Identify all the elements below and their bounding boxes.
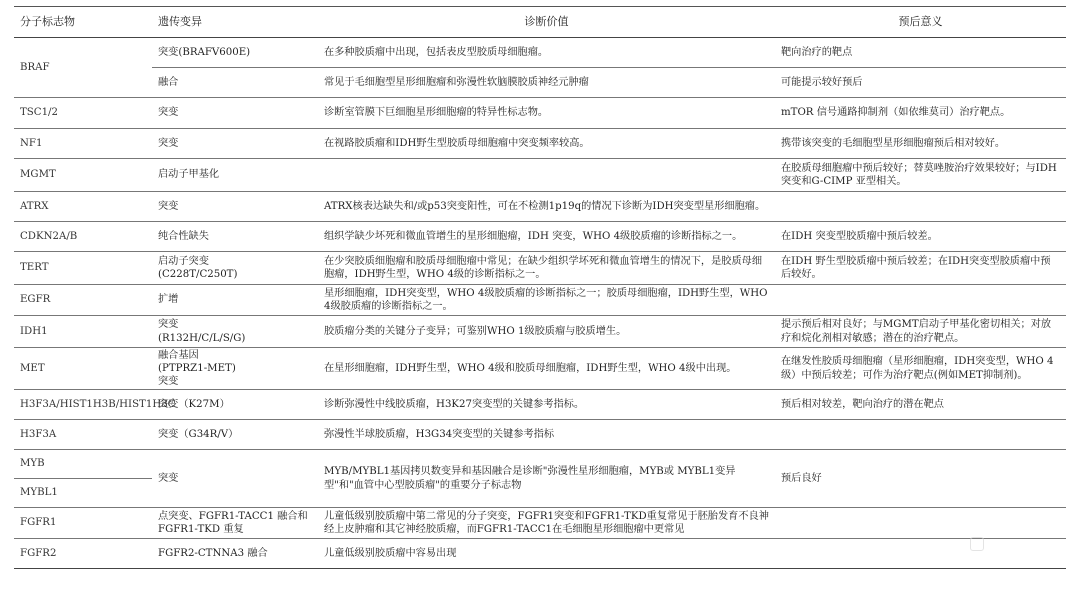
header-prognosis: 预后意义 <box>775 7 1066 38</box>
diagnosis-cell: 诊断弥漫性中线胶质瘤，H3K27突变型的关键参考指标。 <box>318 390 775 420</box>
variant-line: (R132H/C/L/S/G) <box>158 332 246 344</box>
table-row <box>14 252 1066 285</box>
prognosis-cell <box>775 192 1066 222</box>
prognosis-cell: 携带该突变的毛细胞型星形细胞瘤预后相对较好。 <box>775 129 1066 159</box>
variant-cell: 突变（G34R/V） <box>152 420 318 450</box>
prognosis-cell: mTOR 信号通路抑制剂（如依维莫司）治疗靶点。 <box>775 98 1066 129</box>
prognosis-cell: 提示预后相对良好；与MGMT启动子甲基化密切相关；对放疗和烷化剂相对敏感；潜在的治疗靶点。 <box>775 316 1066 348</box>
diagnosis-cell: 在视路胶质瘤和IDH野生型胶质母细胞瘤中突变频率较高。 <box>318 129 775 159</box>
diagnosis-cell: 弥漫性半球胶质瘤，H3G34突变型的关键参考指标 <box>318 420 775 450</box>
diagnosis-cell: 在少突胶质细胞瘤和胶质母细胞瘤中常见；在缺少组织学坏死和微血管增生的情况下，是胶质母细胞瘤，IDH野生型，WHO 4级的诊断指标之一。 <box>318 252 775 285</box>
marker-cell: FGFR2 <box>14 539 152 569</box>
table-row <box>14 348 1066 390</box>
variant-line: (PTPRZ1-MET) <box>158 362 236 374</box>
variant-cell: 突变 <box>152 129 318 159</box>
table-header-row <box>14 7 1066 38</box>
variant-cell: 纯合性缺失 <box>152 222 318 252</box>
marker-cell: IDH1 <box>14 316 152 348</box>
diagnosis-cell: 组织学缺少坏死和微血管增生的星形细胞瘤，IDH 突变，WHO 4级胶质瘤的诊断指标之一。 <box>318 222 775 252</box>
variant-cell: 启动子甲基化 <box>152 159 318 192</box>
marker-cell: EGFR <box>14 285 152 316</box>
diagnosis-cell: MYB/MYBL1基因拷贝数变异和基因融合是诊断"弥漫性星形细胞瘤，MYB或 MYBL1变异型"和"血管中心型胶质瘤"的重要分子标志物 <box>318 450 775 508</box>
table-row <box>14 38 1066 68</box>
variant-line: 突变 <box>158 319 179 331</box>
table-row <box>14 192 1066 222</box>
diagnosis-cell: 在星形细胞瘤，IDH野生型，WHO 4级和胶质母细胞瘤，IDH野生型，WHO 4级中出现。 <box>318 348 775 390</box>
table-row <box>14 508 1066 539</box>
prognosis-cell <box>775 508 1066 539</box>
prognosis-cell: 在继发性胶质母细胞瘤（星形细胞瘤，IDH突变型，WHO 4 级）中预后较差；可作为治疗靶点(例如MET抑制剂)。 <box>775 348 1066 390</box>
prognosis-cell: 靶向治疗的靶点 <box>775 38 1066 68</box>
diagnosis-cell <box>318 159 775 192</box>
prognosis-cell: 预后相对较差，靶向治疗的潜在靶点 <box>775 390 1066 420</box>
table-row <box>14 98 1066 129</box>
variant-line: (C228T/C250T) <box>158 269 238 280</box>
prognosis-cell: 在胶质母细胞瘤中预后较好；替莫唑胺治疗效果较好；与IDH 突变和G-CIMP 亚型相关。 <box>775 159 1066 192</box>
variant-cell: 融合 <box>152 68 318 98</box>
table-row <box>14 420 1066 450</box>
variant-cell <box>152 252 318 285</box>
variant-cell: 突变 <box>152 192 318 222</box>
marker-cell: NF1 <box>14 129 152 159</box>
marker-cell: H3F3A <box>14 420 152 450</box>
header-variant: 遗传变异 <box>152 7 318 38</box>
variant-cell: 突变（K27M） <box>152 390 318 420</box>
diagnosis-cell: 儿童低级别胶质瘤中第二常见的分子突变，FGFR1突变和FGFR1-TKD重复常见于胚胎发育不良神经上皮肿瘤和其它神经胶质瘤，而FGFR1-TACC1在毛细胞星形细胞瘤中更常见 <box>318 508 775 539</box>
diagnosis-cell: 儿童低级别胶质瘤中容易出现 <box>318 539 775 569</box>
variant-cell <box>152 316 318 348</box>
header-marker: 分子标志物 <box>14 7 152 38</box>
marker-cell: TSC1/2 <box>14 98 152 129</box>
marker-cell: ATRX <box>14 192 152 222</box>
diagnosis-cell: 常见于毛细胞型星形细胞瘤和弥漫性软脑膜胶质神经元肿瘤 <box>318 68 775 98</box>
variant-cell: 扩增 <box>152 285 318 316</box>
table-row <box>14 450 1066 479</box>
marker-cell: MYBL1 <box>14 479 152 508</box>
variant-line: 突变 <box>158 376 179 388</box>
marker-cell: MGMT <box>14 159 152 192</box>
diagnosis-cell: 诊断室管膜下巨细胞星形细胞瘤的特异性标志物。 <box>318 98 775 129</box>
molecular-markers-table <box>14 6 1066 569</box>
variant-line: 融合基因 <box>158 349 199 361</box>
diagnosis-cell: 星形细胞瘤，IDH突变型，WHO 4级胶质瘤的诊断指标之一；胶质母细胞瘤，IDH野生型，WHO 4级胶质瘤的诊断指标之一。 <box>318 285 775 316</box>
header-diagnosis: 诊断价值 <box>318 7 775 38</box>
marker-cell: H3F3A/HIST1H3B/HIST1H3C <box>14 390 152 420</box>
watermark-icon <box>970 537 984 551</box>
diagnosis-cell: ATRX核表达缺失和/或p53突变阳性，可在不检测1p19q的情况下诊断为IDH突变型星形细胞瘤。 <box>318 192 775 222</box>
prognosis-cell <box>775 420 1066 450</box>
diagnosis-cell: 胶质瘤分类的关键分子变异；可鉴别WHO 1级胶质瘤与胶质增生。 <box>318 316 775 348</box>
marker-cell: MYB <box>14 450 152 479</box>
table-row <box>14 222 1066 252</box>
marker-cell: CDKN2A/B <box>14 222 152 252</box>
variant-line: 启动子突变 <box>158 255 209 267</box>
variant-cell <box>152 348 318 390</box>
variant-cell: 突变(BRAFV600E) <box>152 38 318 68</box>
variant-cell: 突变 <box>152 450 318 508</box>
table-row <box>14 390 1066 420</box>
marker-cell: MET <box>14 348 152 390</box>
prognosis-cell: 预后良好 <box>775 450 1066 508</box>
table-row <box>14 159 1066 192</box>
variant-cell: 点突变、FGFR1-TACC1 融合和FGFR1-TKD 重复 <box>152 508 318 539</box>
variant-cell: FGFR2-CTNNA3 融合 <box>152 539 318 569</box>
table-row <box>14 316 1066 348</box>
prognosis-cell: 可能提示较好预后 <box>775 68 1066 98</box>
prognosis-cell <box>775 285 1066 316</box>
prognosis-cell: 在IDH 野生型胶质瘤中预后较差；在IDH突变型胶质瘤中预后较好。 <box>775 252 1066 285</box>
table-row <box>14 129 1066 159</box>
variant-cell: 突变 <box>152 98 318 129</box>
marker-cell: FGFR1 <box>14 508 152 539</box>
prognosis-cell <box>775 539 1066 569</box>
diagnosis-cell: 在多种胶质瘤中出现，包括表皮型胶质母细胞瘤。 <box>318 38 775 68</box>
table-row <box>14 68 1066 98</box>
table-row <box>14 285 1066 316</box>
prognosis-cell: 在IDH 突变型胶质瘤中预后较差。 <box>775 222 1066 252</box>
marker-cell: TERT <box>14 252 152 285</box>
marker-cell: BRAF <box>14 38 152 98</box>
table-row <box>14 539 1066 569</box>
